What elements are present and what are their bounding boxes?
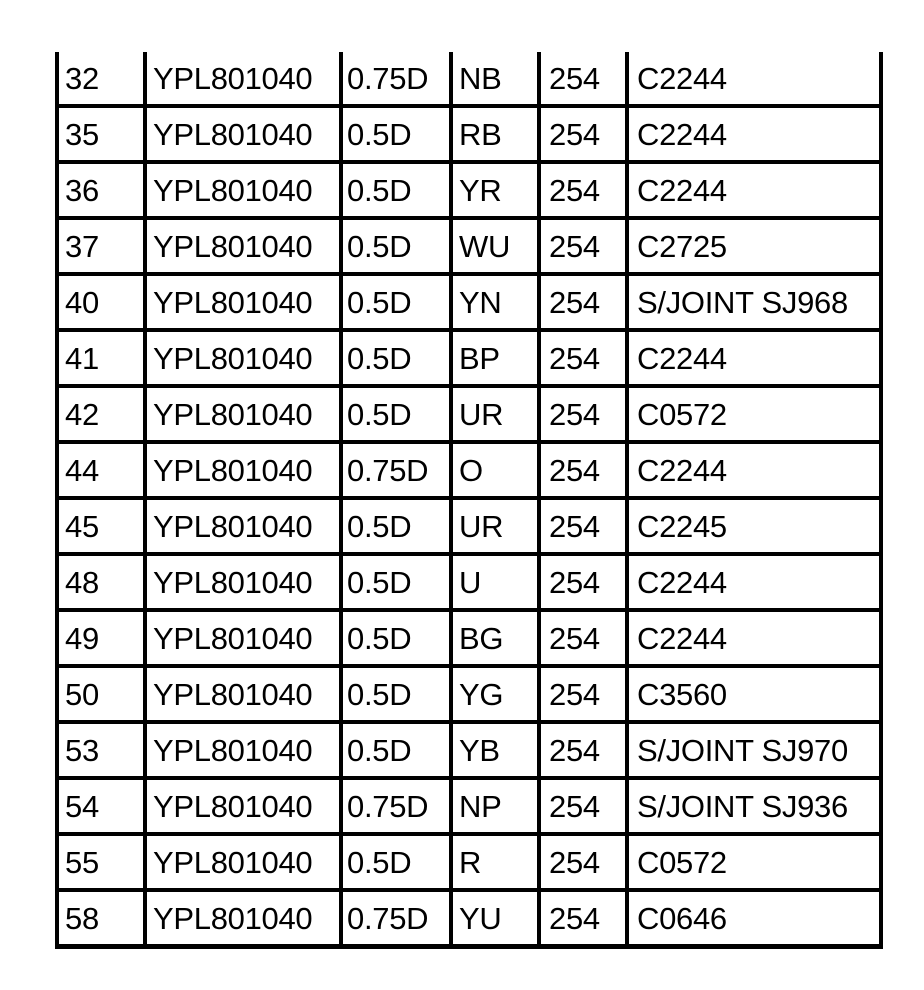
cell-ref: 55 — [57, 834, 145, 890]
cell-size: 0.5D — [341, 666, 451, 722]
cell-size: 0.5D — [341, 274, 451, 330]
cell-size: 0.5D — [341, 218, 451, 274]
cell-termination: S/JOINT SJ968 — [627, 274, 881, 330]
cell-ref: 37 — [57, 218, 145, 274]
cell-part-number: YPL801040 — [145, 610, 341, 666]
cell-part-number: YPL801040 — [145, 778, 341, 834]
cell-ref: 40 — [57, 274, 145, 330]
cell-length: 254 — [539, 610, 627, 666]
cell-length: 254 — [539, 274, 627, 330]
cell-size: 0.75D — [341, 778, 451, 834]
cell-colour: NP — [451, 778, 539, 834]
cell-colour: NB — [451, 52, 539, 106]
cell-part-number: YPL801040 — [145, 498, 341, 554]
cell-colour: UR — [451, 498, 539, 554]
cell-size: 0.5D — [341, 498, 451, 554]
cell-termination: C2244 — [627, 52, 881, 106]
cell-length: 254 — [539, 442, 627, 498]
cell-part-number: YPL801040 — [145, 722, 341, 778]
cell-colour: YG — [451, 666, 539, 722]
cell-size: 0.5D — [341, 330, 451, 386]
wire-table-region — [55, 52, 879, 954]
cell-size: 0.5D — [341, 386, 451, 442]
table-row — [57, 274, 881, 330]
cell-length: 254 — [539, 834, 627, 890]
cell-length: 254 — [539, 554, 627, 610]
cell-length: 254 — [539, 722, 627, 778]
cell-part-number: YPL801040 — [145, 834, 341, 890]
table-row — [57, 386, 881, 442]
table-row — [57, 834, 881, 890]
cell-part-number: YPL801040 — [145, 890, 341, 947]
cell-ref: 45 — [57, 498, 145, 554]
cell-part-number: YPL801040 — [145, 442, 341, 498]
cell-length: 254 — [539, 106, 627, 162]
cell-termination: C2244 — [627, 442, 881, 498]
cell-part-number: YPL801040 — [145, 554, 341, 610]
cell-size: 0.5D — [341, 722, 451, 778]
table-row — [57, 442, 881, 498]
cell-termination: C2244 — [627, 162, 881, 218]
cell-part-number: YPL801040 — [145, 52, 341, 106]
table-row — [57, 666, 881, 722]
cell-length: 254 — [539, 162, 627, 218]
cell-termination: C2244 — [627, 554, 881, 610]
cell-length: 254 — [539, 386, 627, 442]
cell-size: 0.5D — [341, 554, 451, 610]
cell-length: 254 — [539, 666, 627, 722]
table-row — [57, 330, 881, 386]
wire-table-body — [57, 52, 881, 947]
cell-termination: C0572 — [627, 386, 881, 442]
cell-ref: 42 — [57, 386, 145, 442]
cell-part-number: YPL801040 — [145, 666, 341, 722]
cell-length: 254 — [539, 330, 627, 386]
cell-termination: C3560 — [627, 666, 881, 722]
table-row — [57, 52, 881, 106]
cell-ref: 44 — [57, 442, 145, 498]
table-row — [57, 554, 881, 610]
cell-size: 0.5D — [341, 834, 451, 890]
cell-length: 254 — [539, 498, 627, 554]
cell-colour: WU — [451, 218, 539, 274]
cell-termination: C2244 — [627, 610, 881, 666]
table-row — [57, 890, 881, 947]
cell-colour: U — [451, 554, 539, 610]
cell-size: 0.75D — [341, 890, 451, 947]
cell-ref: 35 — [57, 106, 145, 162]
cell-length: 254 — [539, 778, 627, 834]
cell-part-number: YPL801040 — [145, 218, 341, 274]
cell-colour: R — [451, 834, 539, 890]
cell-size: 0.75D — [341, 52, 451, 106]
cell-termination: C2725 — [627, 218, 881, 274]
cell-ref: 53 — [57, 722, 145, 778]
table-row — [57, 106, 881, 162]
cell-ref: 48 — [57, 554, 145, 610]
cell-length: 254 — [539, 890, 627, 947]
cell-ref: 41 — [57, 330, 145, 386]
cell-colour: UR — [451, 386, 539, 442]
cell-part-number: YPL801040 — [145, 162, 341, 218]
cell-ref: 58 — [57, 890, 145, 947]
cell-size: 0.75D — [341, 442, 451, 498]
cell-termination: C2245 — [627, 498, 881, 554]
cell-size: 0.5D — [341, 610, 451, 666]
cell-termination: C0646 — [627, 890, 881, 947]
cell-size: 0.5D — [341, 162, 451, 218]
cell-termination: C2244 — [627, 330, 881, 386]
table-row — [57, 610, 881, 666]
cell-length: 254 — [539, 218, 627, 274]
cell-ref: 32 — [57, 52, 145, 106]
cell-termination: S/JOINT SJ936 — [627, 778, 881, 834]
cell-termination: C2244 — [627, 106, 881, 162]
cell-part-number: YPL801040 — [145, 274, 341, 330]
cell-ref: 49 — [57, 610, 145, 666]
table-row — [57, 722, 881, 778]
cell-length: 254 — [539, 52, 627, 106]
wire-schedule-table — [55, 52, 883, 949]
cell-colour: YB — [451, 722, 539, 778]
cell-colour: YR — [451, 162, 539, 218]
cell-size: 0.5D — [341, 106, 451, 162]
cell-colour: RB — [451, 106, 539, 162]
cell-colour: YN — [451, 274, 539, 330]
cell-part-number: YPL801040 — [145, 330, 341, 386]
cell-ref: 54 — [57, 778, 145, 834]
cell-colour: O — [451, 442, 539, 498]
cell-termination: S/JOINT SJ970 — [627, 722, 881, 778]
cell-part-number: YPL801040 — [145, 386, 341, 442]
table-row — [57, 162, 881, 218]
cell-ref: 36 — [57, 162, 145, 218]
cell-part-number: YPL801040 — [145, 106, 341, 162]
cell-colour: YU — [451, 890, 539, 947]
table-row — [57, 218, 881, 274]
cell-termination: C0572 — [627, 834, 881, 890]
cell-colour: BG — [451, 610, 539, 666]
cell-ref: 50 — [57, 666, 145, 722]
table-row — [57, 498, 881, 554]
cell-colour: BP — [451, 330, 539, 386]
table-row — [57, 778, 881, 834]
